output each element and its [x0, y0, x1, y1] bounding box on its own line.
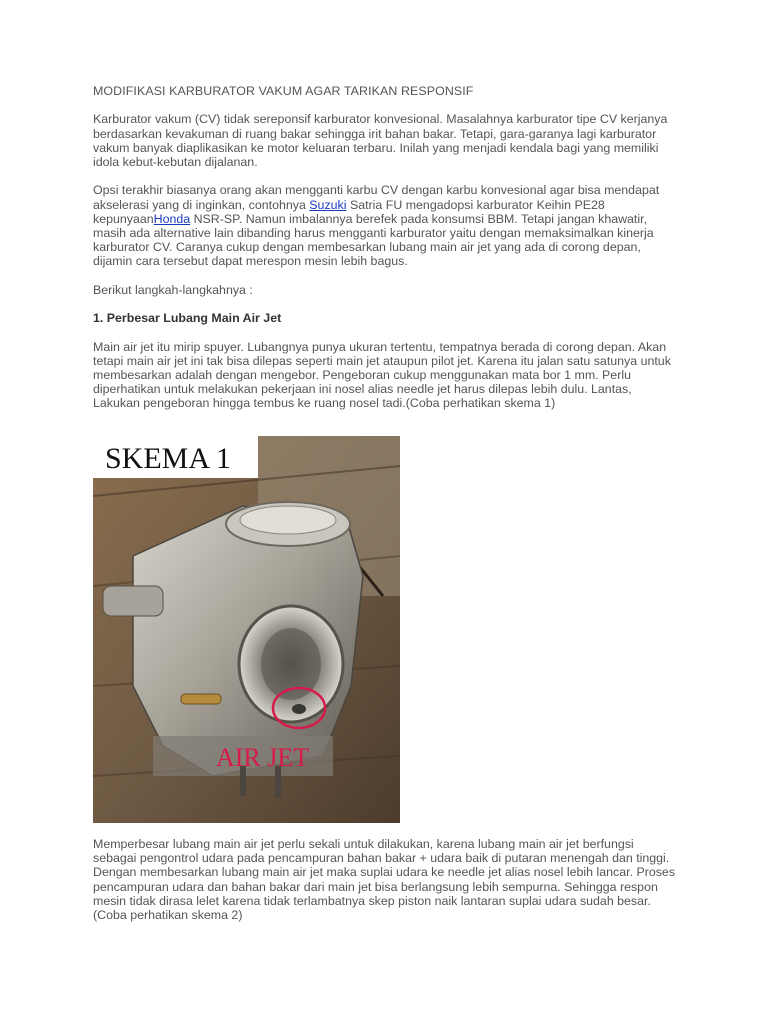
- article-continued: [93, 837, 679, 922]
- paragraph-options-text-2: Satria FU mengadopsi karburator Keihin PE28 kepunyaan: [93, 197, 605, 226]
- suzuki-link[interactable]: Suzuki: [309, 197, 347, 212]
- article-title: MODIFIKASI KARBURATOR VAKUM AGAR TARIKAN RESPONSIF: [93, 84, 474, 98]
- paragraph-steps-intro: Berikut langkah-langkahnya :: [93, 282, 253, 297]
- skema-1-figure: [93, 436, 400, 823]
- air-jet-hole: [292, 704, 306, 714]
- honda-link[interactable]: Honda: [153, 211, 191, 226]
- carburetor-photo: [93, 436, 400, 823]
- paragraph-intro: Karburator vakum (CV) tidak sereponsif karburator konvesional. Masalahnya karburator tipe CV kerjanya berdasarkan kevakuman di ruang bakar sehingga irit bahan bakar. Tetapi, gara-garanya lagi karburator vakum banyak diaplikasikan ke motor keluaran terbaru. Inilah yang menjadi kendala bagi yang memiliki idola kebut-kebutan dijalanan.: [93, 112, 668, 169]
- paragraph-options: [93, 183, 679, 268]
- figure-caption: SKEMA 1: [105, 442, 231, 475]
- brass-nozzle: [181, 694, 221, 704]
- step-1-body: Main air jet itu mirip spuyer. Lubangnya punya ukuran tertentu, tempatnya berada di corong depan. Akan tetapi main air jet ini tak bisa dilepas seperti main jet ataupun pilot jet. Karena itu jalan satu satunya untuk membesarkan adalah dengan mengebor. Pengeboran cukup menggunakan mata bor 1 mm. Perlu diperhatikan untuk melakukan pekerjaan ini nosel alias needle jet harus dilepas lebih dulu. Lantas, Lakukan pengeboran hingga tembus ke ruang nosel tadi.(Coba perhatikan skema 1): [93, 339, 671, 411]
- air-jet-label: AIR JET: [216, 743, 310, 772]
- paragraph-options-text-1: Opsi terakhir biasanya orang akan mengganti karbu CV dengan karbu konvesional agar bisa mendapat akselerasi yang di inginkan, contohnya: [93, 183, 660, 212]
- carburetor-side-fitting: [103, 586, 163, 616]
- step-1-heading: 1. Perbesar Lubang Main Air Jet: [93, 311, 282, 326]
- paragraph-air-jet-function: Memperbesar lubang main air jet perlu sekali untuk dilakukan, karena lubang main air jet berfungsi sebagai pengontrol udara pada pencampuran bahan bakar + udara baik di putaran menengah dan tinggi. Dengan membesarkan lubang main air jet maka suplai udara ke needle jet alias nosel lebih lancar. Proses pencampuran udara dan bahan bakar dari main jet bisa berlangsung lebih sempurna. Sehingga respon mesin tidak dirasa lelet karena tidak terlambatnya skep piston naik lantaran suplai udara sudah besar. (Coba perhatikan skema 2): [93, 837, 676, 923]
- article: [93, 84, 679, 425]
- paragraph-options-text-3: NSR-SP. Namun imbalannya berefek pada konsumsi BBM. Tetapi jangan khawatir, masih ada alternative lain dibanding harus mengganti karburator yaitu dengan memaksimalkan kinerja karburator CV. Caranya cukup dengan membesarkan lubang main air jet yang ada di corong depan, dijamin cara tersebut dapat merespon mesin lebih bagus.: [93, 211, 654, 269]
